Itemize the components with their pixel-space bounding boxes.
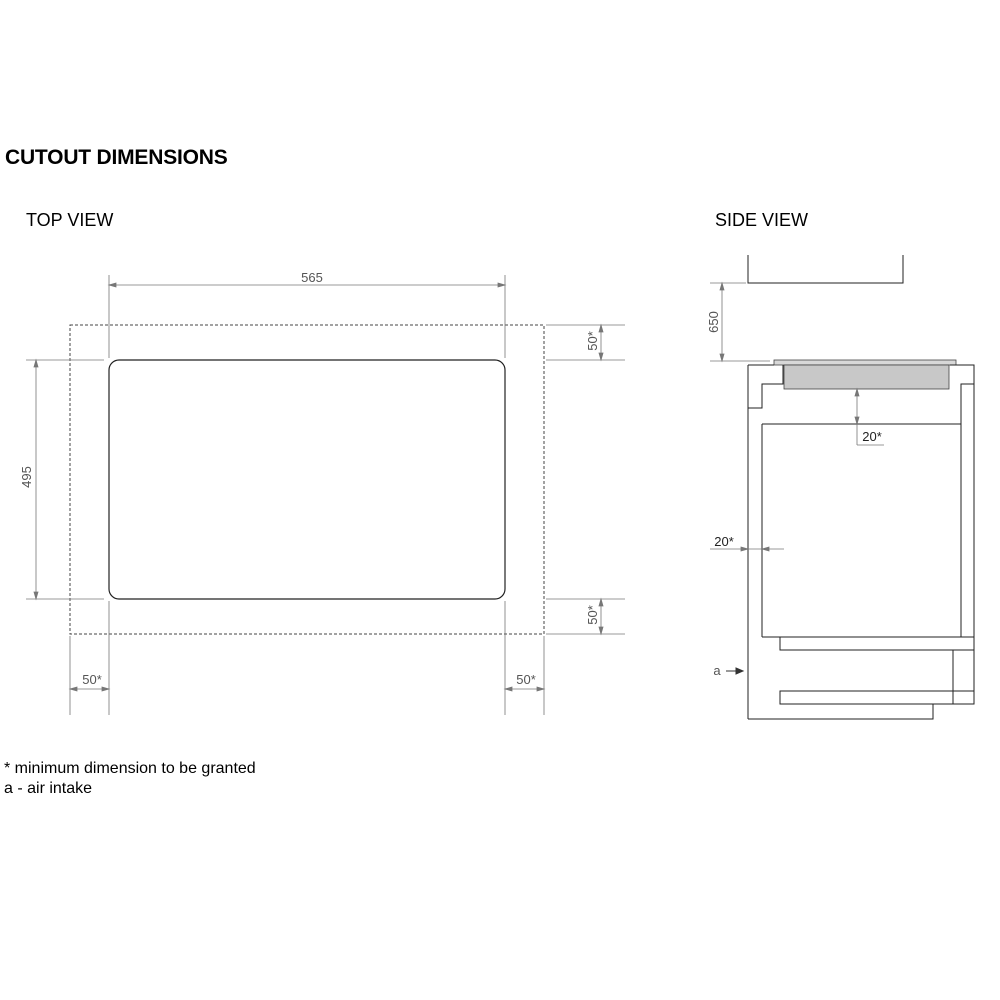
margin-bottom-dim-label: 50* (585, 605, 600, 625)
top-view-label: TOP VIEW (26, 210, 114, 230)
margin-left-dimension (70, 601, 109, 715)
lower-shelf (780, 691, 974, 704)
drawer-front (953, 650, 974, 704)
side-view-drawing (710, 255, 974, 719)
hob-glass (774, 360, 956, 365)
width-dim-label: 565 (301, 270, 323, 285)
air-intake-marker: a (713, 663, 721, 678)
plinth (748, 704, 933, 719)
wall-cabinet (748, 255, 903, 283)
worktop-outline (748, 365, 783, 408)
margin-left-dim-label: 50* (82, 672, 102, 687)
gap-below-hob-label: 20* (862, 429, 882, 444)
margin-right-dimension (505, 601, 544, 715)
note-air-intake: a - air intake (4, 780, 93, 797)
height-dim-label: 495 (19, 466, 34, 488)
gap-rear-label: 20* (714, 534, 734, 549)
rear-panel-step (961, 365, 974, 424)
height-650-label: 650 (706, 311, 721, 333)
top-view-drawing (26, 275, 625, 715)
air-intake-arrow-icon (726, 668, 743, 674)
worktop-boundary (70, 325, 544, 634)
width-dimension (109, 275, 505, 358)
margin-right-dim-label: 50* (516, 672, 536, 687)
cutout-outline (109, 360, 505, 599)
side-view-label: SIDE VIEW (715, 210, 809, 230)
notes (4, 759, 256, 799)
upper-shelf (780, 637, 974, 650)
hob-body (784, 365, 949, 389)
margin-top-dim-label: 50* (585, 331, 600, 351)
note-minimum-dimension: * minimum dimension to be granted (4, 760, 256, 777)
height-dimension (26, 360, 104, 599)
page-title: CUTOUT DIMENSIONS (5, 146, 228, 169)
worktop-right (950, 365, 974, 384)
